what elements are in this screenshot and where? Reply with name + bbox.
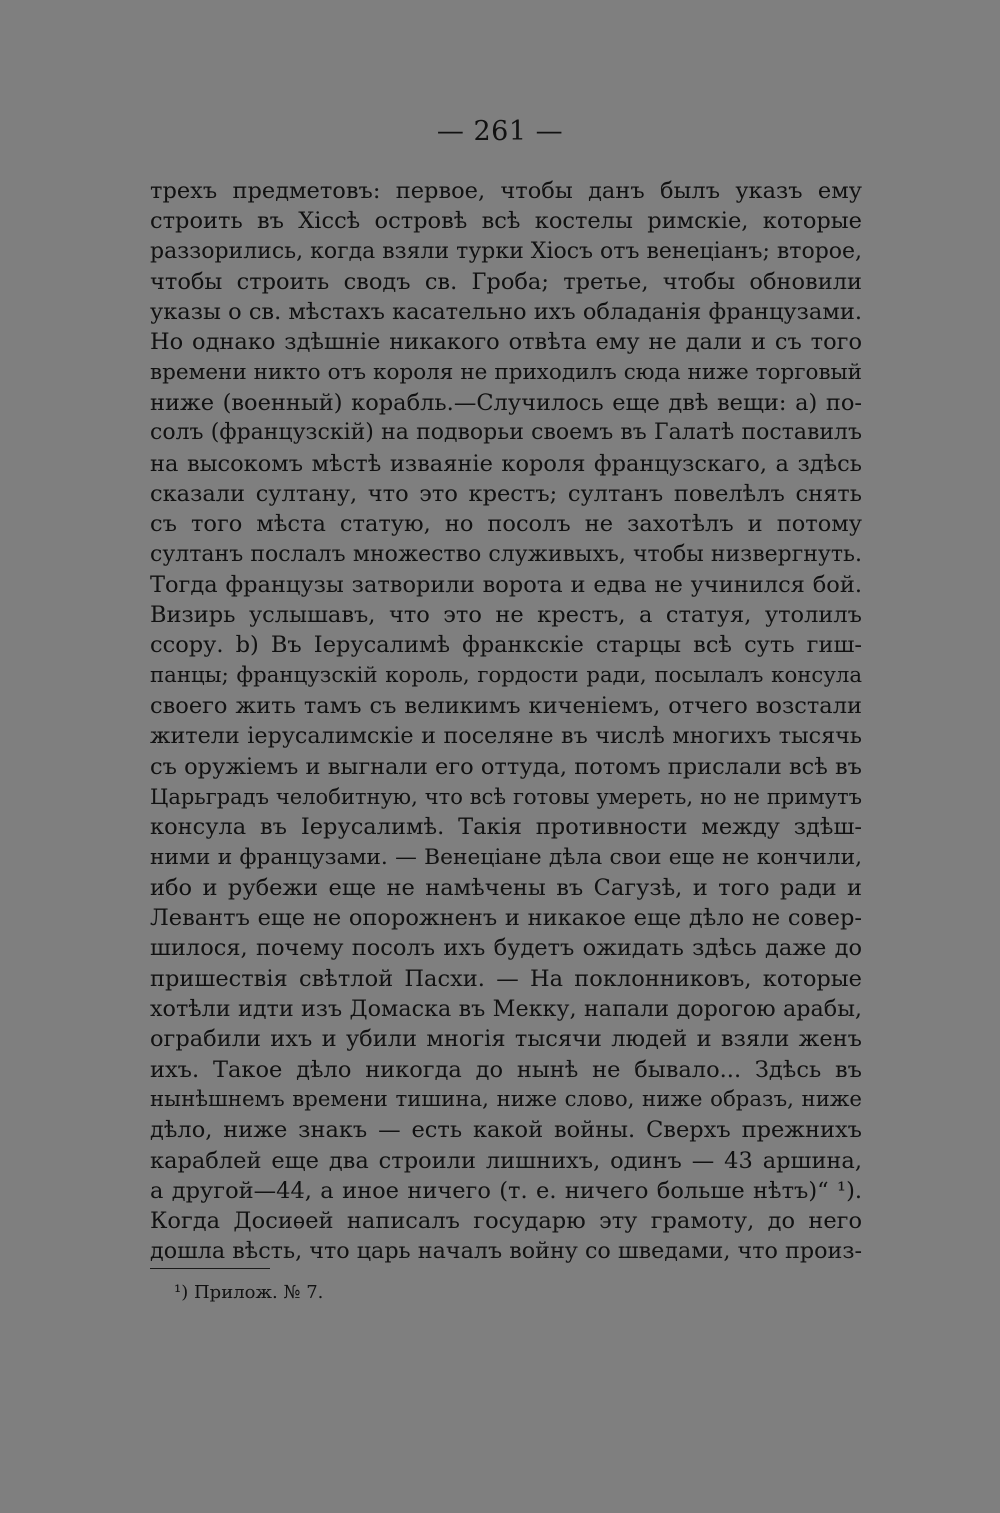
text-line: съ того мѣста статую, но посолъ не захотѣлъ и потому: [150, 511, 862, 538]
text-line: дошла вѣсть, что царь началъ войну со шведами, что произ-: [150, 1238, 862, 1265]
page-number: — 261 —: [436, 116, 564, 147]
text-line: съ оружіемъ и выгнали его оттуда, потомъ прислали всѣ въ: [150, 753, 862, 780]
text-line: караблей еще два строили лишнихъ, одинъ — 43 аршина,: [150, 1147, 862, 1174]
text-line: трехъ предметовъ: первое, чтобы данъ былъ указъ ему: [150, 178, 862, 204]
text-line: ссору. b) Въ Іерусалимѣ франкскіе старцы всѣ суть гиш-: [150, 632, 862, 659]
text-line: шилося, почему посолъ ихъ будетъ ожидать здѣсь даже до: [150, 935, 862, 962]
text-line: консула въ Іерусалимѣ. Такія противности между здѣш-: [150, 814, 862, 841]
text-line: чтобы строить сводъ св. Гроба; третье, чтобы обновили: [150, 268, 862, 295]
footnote-separator: [150, 1268, 270, 1269]
footnote-text: Прилож. № 7.: [193, 1282, 324, 1303]
text-line: хотѣли идти изъ Домаска въ Мекку, напали дорогою арабы,: [150, 996, 862, 1023]
text-line: ихъ. Такое дѣло никогда до нынѣ не бывало... Здѣсь въ: [150, 1056, 862, 1083]
text-line: сказали султану, что это крестъ; султанъ повелѣлъ снять: [150, 480, 862, 507]
text-line: пришествія свѣтлой Пасхи. — На поклонниковъ, которые: [150, 965, 862, 992]
text-line: панцы; французскій король, гордости ради, посылалъ консула: [150, 662, 862, 688]
text-line: Но однако здѣшніе никакого отвѣта ему не дали и съ того: [150, 329, 862, 356]
footnote-marker: ¹): [174, 1282, 189, 1303]
text-line: Когда Досиѳей написалъ государю эту грамоту, до него: [150, 1208, 862, 1235]
text-line: солъ (французскій) на подворьи своемъ въ Галатѣ поставилъ: [150, 420, 862, 446]
text-line: раззорились, когда взяли турки Хіосъ отъ венеціанъ; второе,: [150, 238, 862, 264]
text-line: ними и французами. — Венеціане дѣла свои еще не кончили,: [150, 844, 862, 870]
text-line: ибо и рубежи еще не намѣчены въ Сагузѣ, и того ради и: [150, 874, 862, 901]
body-text: [150, 176, 862, 1267]
text-line: нынѣшнемъ времени тишина, ниже слово, ниже образъ, ниже: [150, 1086, 862, 1112]
text-line: своего жить тамъ съ великимъ киченіемъ, отчего возстали: [150, 693, 862, 720]
text-line: времени никто отъ короля не приходилъ сюда ниже торговый: [150, 359, 862, 385]
text-line: Тогда французы затворили ворота и едва не учинился бой.: [150, 571, 862, 598]
text-line: жители іерусалимскіе и поселяне въ числѣ многихъ тысячь: [150, 723, 862, 750]
text-line: а другой—44, а иное ничего (т. е. ничего больше нѣтъ)“ ¹).: [150, 1177, 862, 1204]
text-line: Левантъ еще не опорожненъ и никакое еще дѣло не совер-: [150, 905, 862, 932]
text-line: Визирь услышавъ, что это не крестъ, а статуя, утолилъ: [150, 602, 862, 629]
text-line: Царьградъ челобитную, что всѣ готовы умереть, но не примутъ: [150, 784, 862, 809]
text-line: дѣло, ниже знакъ — есть какой войны. Сверхъ прежнихъ: [150, 1117, 862, 1144]
text-line: ограбили ихъ и убили многія тысячи людей и взяли женъ: [150, 1026, 862, 1053]
footnote: [174, 1280, 323, 1306]
text-line: ниже (военный) корабль.—Случилось еще двѣ вещи: а) по-: [150, 390, 862, 417]
text-line: строить въ Хіссѣ островѣ всѣ костелы римскіе, которые: [150, 208, 862, 235]
text-line: султанъ послалъ множество служивыхъ, чтобы низвергнуть.: [150, 541, 862, 567]
text-line: указы о св. мѣстахъ касательно ихъ обладанія французами.: [150, 299, 862, 326]
text-line: на высокомъ мѣстѣ изваяніе короля французскаго, а здѣсь: [150, 450, 862, 477]
